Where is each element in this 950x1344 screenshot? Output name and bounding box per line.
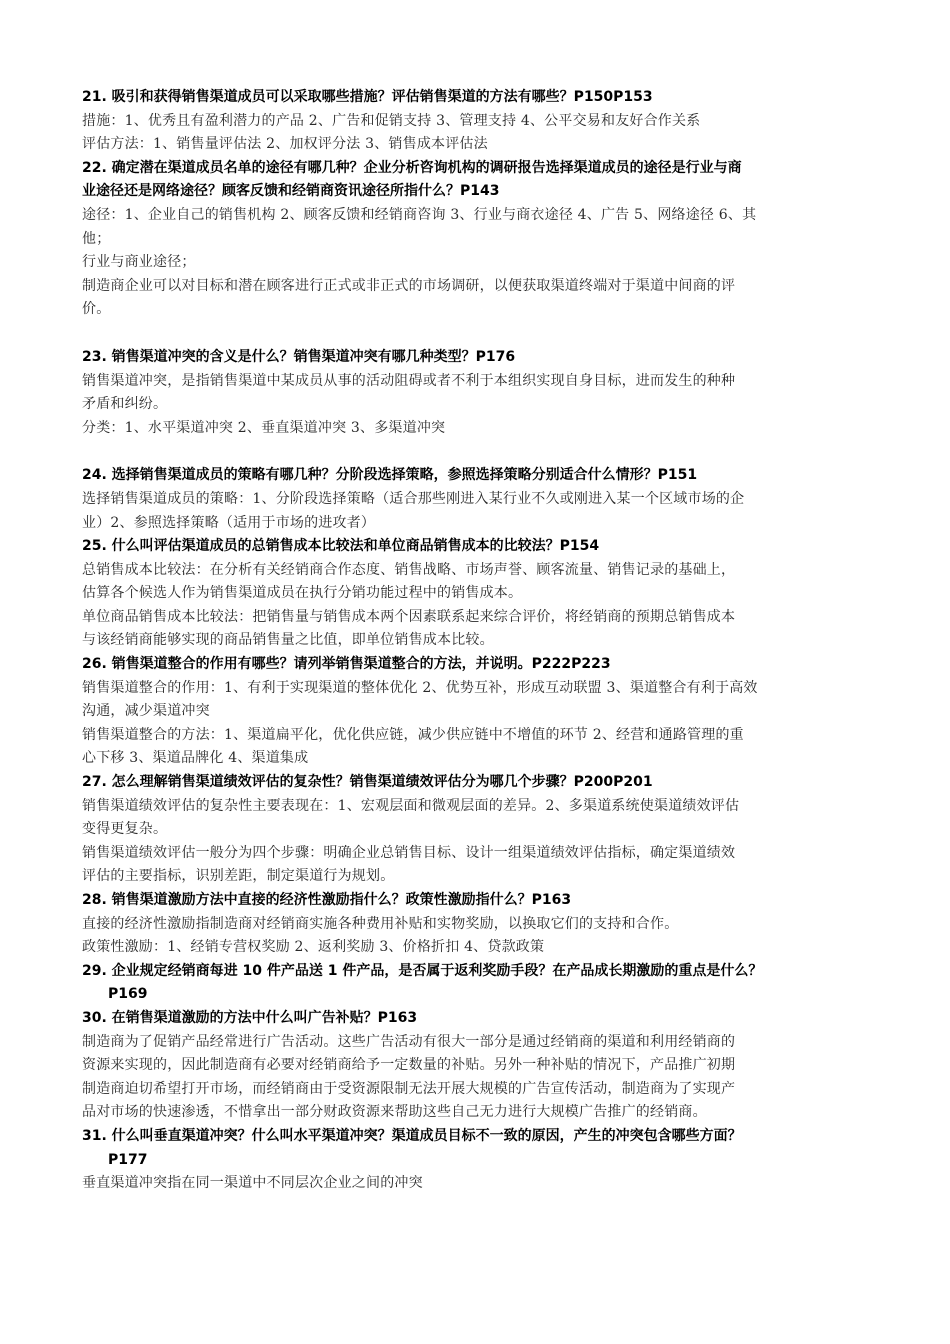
question-heading-line: 24. 选择销售渠道成员的策略有哪几种？分阶段选择策略，参照选择策略分别适合什么情形？P151: [82, 467, 698, 484]
question-heading-line: P177: [108, 1151, 148, 1168]
question-heading-line: 23. 销售渠道冲突的含义是什么？销售渠道冲突有哪几种类型？P176: [82, 348, 516, 365]
answer-text-line: 直接的经济性激励指制造商对经销商实施各种费用补贴和实物奖励，以换取它们的支持和合作。: [82, 915, 679, 932]
answer-text-line: 评估方法：1、销售量评估法 2、加权评分法 3、销售成本评估法: [82, 136, 488, 153]
answer-text-line: 总销售成本比较法：在分析有关经销商合作态度、销售战略、市场声誉、顾客流量、销售记录的基础上，: [82, 561, 736, 578]
answer-text-line: 业）2、参照选择策略（适用于市场的进攻者）: [82, 514, 376, 531]
question-heading-line: 27. 怎么理解销售渠道绩效评估的复杂性？销售渠道绩效评估分为哪几个步骤？P200P201: [82, 774, 653, 791]
answer-text-line: 销售渠道冲突，是指销售渠道中某成员从事的活动阻碍或者不利于本组织实现自身目标，进而发生的种种: [82, 372, 736, 389]
question-heading-line: 21. 吸引和获得销售渠道成员可以采取哪些措施？评估销售渠道的方法有哪些？P150P153: [82, 89, 653, 105]
answer-text-line: 销售渠道绩效评估的复杂性主要表现在：1、宏观层面和微观层面的差异。2、多渠道系统使渠道绩效评估: [82, 797, 740, 814]
answer-text-line: 与该经销商能够实现的商品销售量之比值，即单位销售成本比较。: [82, 632, 494, 649]
answer-text-line: 行业与商业途径；: [82, 254, 196, 271]
question-heading-line: 业途径还是网络途径？顾客反馈和经销商资讯途径所指什么？P143: [82, 183, 500, 200]
answer-text-line: 销售渠道整合的方法：1、渠道扁平化，优化供应链，减少供应链中不增值的环节 2、经营和通路管理的重: [82, 726, 744, 743]
answer-text-line: 矛盾和纠纷。: [82, 396, 168, 413]
answer-text-line: 途径：1、企业自己的销售机构 2、顾客反馈和经销商咨询 3、行业与商衣途径 4、广告 5、网络途径 6、其: [82, 206, 757, 223]
answer-text-line: 制造商迫切希望打开市场，而经销商由于受资源限制无法开展大规模的广告宣传活动，制造商为了实现产: [82, 1080, 736, 1097]
question-heading-line: 25. 什么叫评估渠道成员的总销售成本比较法和单位商品销售成本的比较法？P154: [82, 538, 600, 555]
question-heading-line: 22. 确定潜在渠道成员名单的途径有哪几种？企业分析咨询机构的调研报告选择渠道成员的途径是行业与商: [82, 159, 742, 176]
answer-text-line: 单位商品销售成本比较法：把销售量与销售成本两个因素联系起来综合评价，将经销商的预期总销售成本: [82, 608, 736, 625]
answer-text-line: 措施：1、优秀且有盈利潜力的产品 2、广告和促销支持 3、管理支持 4、公平交易和友好合作关系: [82, 112, 701, 129]
answer-text-line: 心下移 3、渠道品牌化 4、渠道集成: [82, 750, 309, 767]
question-heading-line: 26. 销售渠道整合的作用有哪些？请列举销售渠道整合的方法，并说明。P222P223: [82, 656, 611, 673]
answer-text-line: 制造商企业可以对目标和潜在顾客进行正式或非正式的市场调研，以便获取渠道终端对于渠道中间商的评: [82, 277, 736, 294]
answer-text-line: 沟通，减少渠道冲突: [82, 703, 210, 720]
answer-text-line: 评估的主要指标，识别差距，制定渠道行为规划。: [82, 868, 395, 885]
paragraph-gap: [82, 322, 870, 346]
answer-text-line: 销售渠道绩效评估一般分为四个步骤：明确企业总销售目标、设计一组渠道绩效评估指标，确定渠道绩效: [82, 844, 736, 861]
question-heading-line: 28. 销售渠道激励方法中直接的经济性激励指什么？政策性激励指什么？P163: [82, 892, 572, 908]
answer-text-line: 品对市场的快速渗透，不惜拿出一部分财政资源来帮助这些自己无力进行大规模广告推广的经销商。: [82, 1104, 707, 1121]
answer-text-line: 估算各个候选人作为销售渠道成员在执行分销功能过程中的销售成本。: [82, 585, 523, 602]
question-heading-line: 31. 什么叫垂直渠道冲突？什么叫水平渠道冲突？渠道成员目标不一致的原因，产生的冲突包含哪些方面？: [82, 1127, 742, 1144]
question-heading-line: 30. 在销售渠道激励的方法中什么叫广告补贴？P163: [82, 1009, 418, 1026]
question-heading-line: 29. 企业规定经销商每进 10 件产品送 1 件产品，是否属于返利奖励手段？在产品成长期激励的重点是什么？: [82, 962, 763, 979]
answer-text-line: 政策性激励：1、经销专营权奖励 2、返利奖励 3、价格折扣 4、贷款政策: [82, 939, 545, 956]
answer-text-line: 价。: [82, 301, 111, 318]
answer-text-line: 制造商为了促销产品经常进行广告活动。这些广告活动有很大一部分是通过经销商的渠道和利用经销商的: [82, 1033, 736, 1050]
answer-text-line: 选择销售渠道成员的策略：1、分阶段选择策略（适合那些刚进入某行业不久或刚进入某一个区域市场的企: [82, 490, 745, 507]
answer-text-line: 变得更复杂。: [82, 821, 168, 838]
question-heading-line: P169: [108, 986, 148, 1003]
paragraph-gap: [82, 440, 870, 464]
answer-text-line: 垂直渠道冲突指在同一渠道中不同层次企业之间的冲突: [82, 1175, 423, 1192]
answer-text-line: 他；: [82, 230, 111, 247]
answer-text-line: 销售渠道整合的作用：1、有利于实现渠道的整体优化 2、优势互补，形成互动联盟 3、渠道整合有利于高效: [82, 679, 758, 696]
answer-text-line: 资源来实现的，因此制造商有必要对经销商给予一定数量的补贴。另外一种补贴的情况下，产品推广初期: [82, 1057, 736, 1074]
answer-text-line: 分类：1、水平渠道冲突 2、垂直渠道冲突 3、多渠道冲突: [82, 419, 446, 436]
